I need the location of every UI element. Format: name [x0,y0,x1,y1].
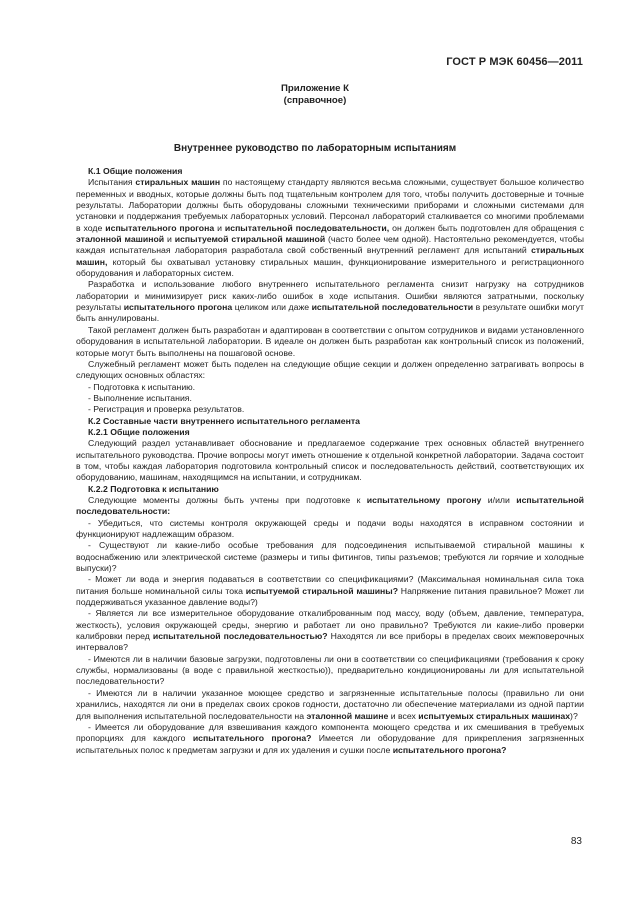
appendix-note: (справочное) [283,95,347,106]
text-run: - Подготовка к испытанию. [88,381,196,392]
text-run: - Существуют ли какие-либо особые требования для подсоединения испытываемой стиральной машины к водоснабжению или электрической системе (размеры и типы фитингов, типы разъемов; требуются ли горячие и холодные выпуски)? [76,540,584,574]
text-run: целиком или даже [232,302,312,313]
paragraph [76,438,584,483]
text-run: Имеется ли оборудование для прикрепления загрязненных испытательных полос к предметам загрузки и для их удаления и сушки после [76,733,584,755]
text-run: и [214,222,225,233]
page-number: 83 [570,836,582,847]
text-run: который бы охватывал установку стиральных машин, функционирование измерительного и регистрационного оборудования и лабораторных систем. [76,256,584,279]
defined-term: испытуемой стиральной машины? [245,585,399,596]
paragraph [76,688,584,722]
defined-term: стиральных машин, [76,245,584,267]
paragraph [76,177,584,279]
defined-term: эталонной машиной [76,234,165,245]
section-heading [76,427,584,438]
text-run: по настоящему стандарту являются весьма сложными, существует большое количество переменных и вводных, которые должны быть под тщательным контролем для того, чтобы получить достоверные и точные результаты. Лаборатории должны быть оборудованы сложными техническими приборами и сложными системами для установки и поддержания требуемых лабораторных условий. Персонал лабораторий сталкивается со многими проблемами в ходе [76,177,584,233]
text-run: - Является ли все измерительное оборудование откалиброванным под массу, воду (объем, давление, температура, жесткость), условия окружающей среды, энергию и работает ли оно правильно? Требуются ли какие-либо проверки калибровки перед [76,608,584,642]
text-run: (часто более чем одной). Настоятельно рекомендуется, чтобы каждая испытательная лаборатория разработала свой собственный внутренний регламент для испытаний [76,234,584,256]
paragraph [76,393,584,404]
defined-term: испытательного прогона [123,302,233,313]
text-run: Такой регламент должен быть разработан и адаптирован в соответствии с опытом сотрудников и видами установленного оборудования в испытательной лаборатории. В идеале он должен быть разработан как контрольный список из положений, которые могут быть выполнены на пошаговой основе. [76,324,584,358]
text-run: Следующий раздел устанавливает обоснование и предлагаемое содержание трех основных областей внутреннего испытательного руководства. Прочие вопросы могут иметь отношение к отдельной конкретной лаборатории. Задача состоит в том, чтобы каждая лаборатория подготовила контрольный список и последовательность действий, соответствующих их оборудованию, машинам, находящимся на испытании, и сотрудникам. [76,438,584,483]
text-run: Находятся ли все приборы в пределах своих межповерочных интервалов? [76,631,584,653]
paragraph [76,540,584,574]
standard-designation: ГОСТ Р МЭК 60456—2011 [446,56,583,68]
appendix-label: Приложение К [281,83,349,94]
paragraph [76,722,584,756]
text-run: и всех [388,710,419,721]
text-run: в результате ошибки могут быть аннулированы. [76,302,584,324]
text-run: - Имеются ли в наличии базовые загрузки, подготовлены ли они в соответствии со спецификациями (требования к сроку службы, нормализованы (в воде с правильной жесткостью)), предварительно кондиционированы ли для испытательной последовательности? [76,653,584,687]
paragraph [76,325,584,359]
text-run: - Может ли вода и энергия подаваться в соответствии со спецификациями? (Максимальная номинальная сила тока питания больше номинальной силы тока [76,574,584,596]
paragraph [76,574,584,608]
text-run: К.2.2 Подготовка к испытанию [88,483,219,494]
section-heading [76,484,584,495]
text-run: К.1 Общие положения [88,166,183,176]
text-run: и/или [481,494,517,505]
text-run: К.2 Составные части внутреннего испытательного регламента [88,415,360,426]
text-run: - Выполнение испытания. [88,392,192,403]
defined-term: испытательной последовательности [311,302,474,313]
defined-term: испытуемых стиральных машинах [418,710,571,721]
section-heading [76,416,584,427]
text-run: - Убедиться, что системы контроля окружающей среды и подачи воды находятся в исправном состоянии и функционируют надлежащим образом. [76,517,584,539]
appendix-heading [0,83,630,107]
defined-term: испытательной последовательности, [224,222,390,233]
defined-term: испытуемой стиральной машиной [174,234,326,245]
paragraph [76,654,584,688]
defined-term: испытательного прогона? [192,733,312,744]
paragraph [76,495,584,518]
defined-term: испытательной последовательности: [76,494,585,517]
defined-term: испытательному прогону [366,494,482,505]
text-run: Служебный регламент может быть поделен на следующие общие секции и должен определенно затрагивать вопросы в следующих основных областях: [76,358,584,381]
text-run: Следующие моменты должны быть учтены при подготовке к [88,494,367,505]
defined-term: испытательной последовательностью? [152,631,328,642]
defined-term: эталонной машине [306,710,389,721]
text-run: )? [570,710,578,721]
document-title: Внутреннее руководство по лабораторным испытаниям [173,143,457,154]
text-run: - Регистрация и проверка результатов. [88,404,245,415]
text-run: Испытания [88,177,136,188]
text-run: К.2.1 Общие положения [88,426,190,437]
text-run: - Имеются ли в наличии указанное моющее средство и загрязненные испытательные полосы (правильно ли они хранились, находятся ли они в пределах своих сроков годности, достаточно ли обеспечение материалами из одной партии для выполнения испытательной последовательности на [76,687,584,721]
defined-term: испытательного прогона? [392,744,507,755]
text-run: Разработка и использование любого внутреннего испытательного регламента снизит нагрузку на сотрудников лаборатории и минимизирует риск каких-либо ошибок в ходе испытания. Ошибки являются затратными, поскольку результаты [76,279,584,313]
defined-term: испытательного прогона [105,222,215,233]
paragraph [76,404,584,415]
section-heading [76,166,584,177]
text-run: Напряжение питания правильное? Может ли поддерживаться указанное давление воды?) [76,585,584,608]
document-body [76,166,584,756]
defined-term: стиральных машин [135,177,221,188]
text-run: он должен быть подготовлен для обращения с [389,222,584,233]
text-run: - Имеется ли оборудование для взвешивания каждого компонента моющего средства и их смешивания в требуемых пропорциях для каждого [76,721,584,744]
paragraph [76,382,584,393]
paragraph [76,359,584,382]
text-run: и [164,234,175,245]
paragraph [76,518,584,541]
paragraph [76,608,584,653]
paragraph [76,279,584,324]
